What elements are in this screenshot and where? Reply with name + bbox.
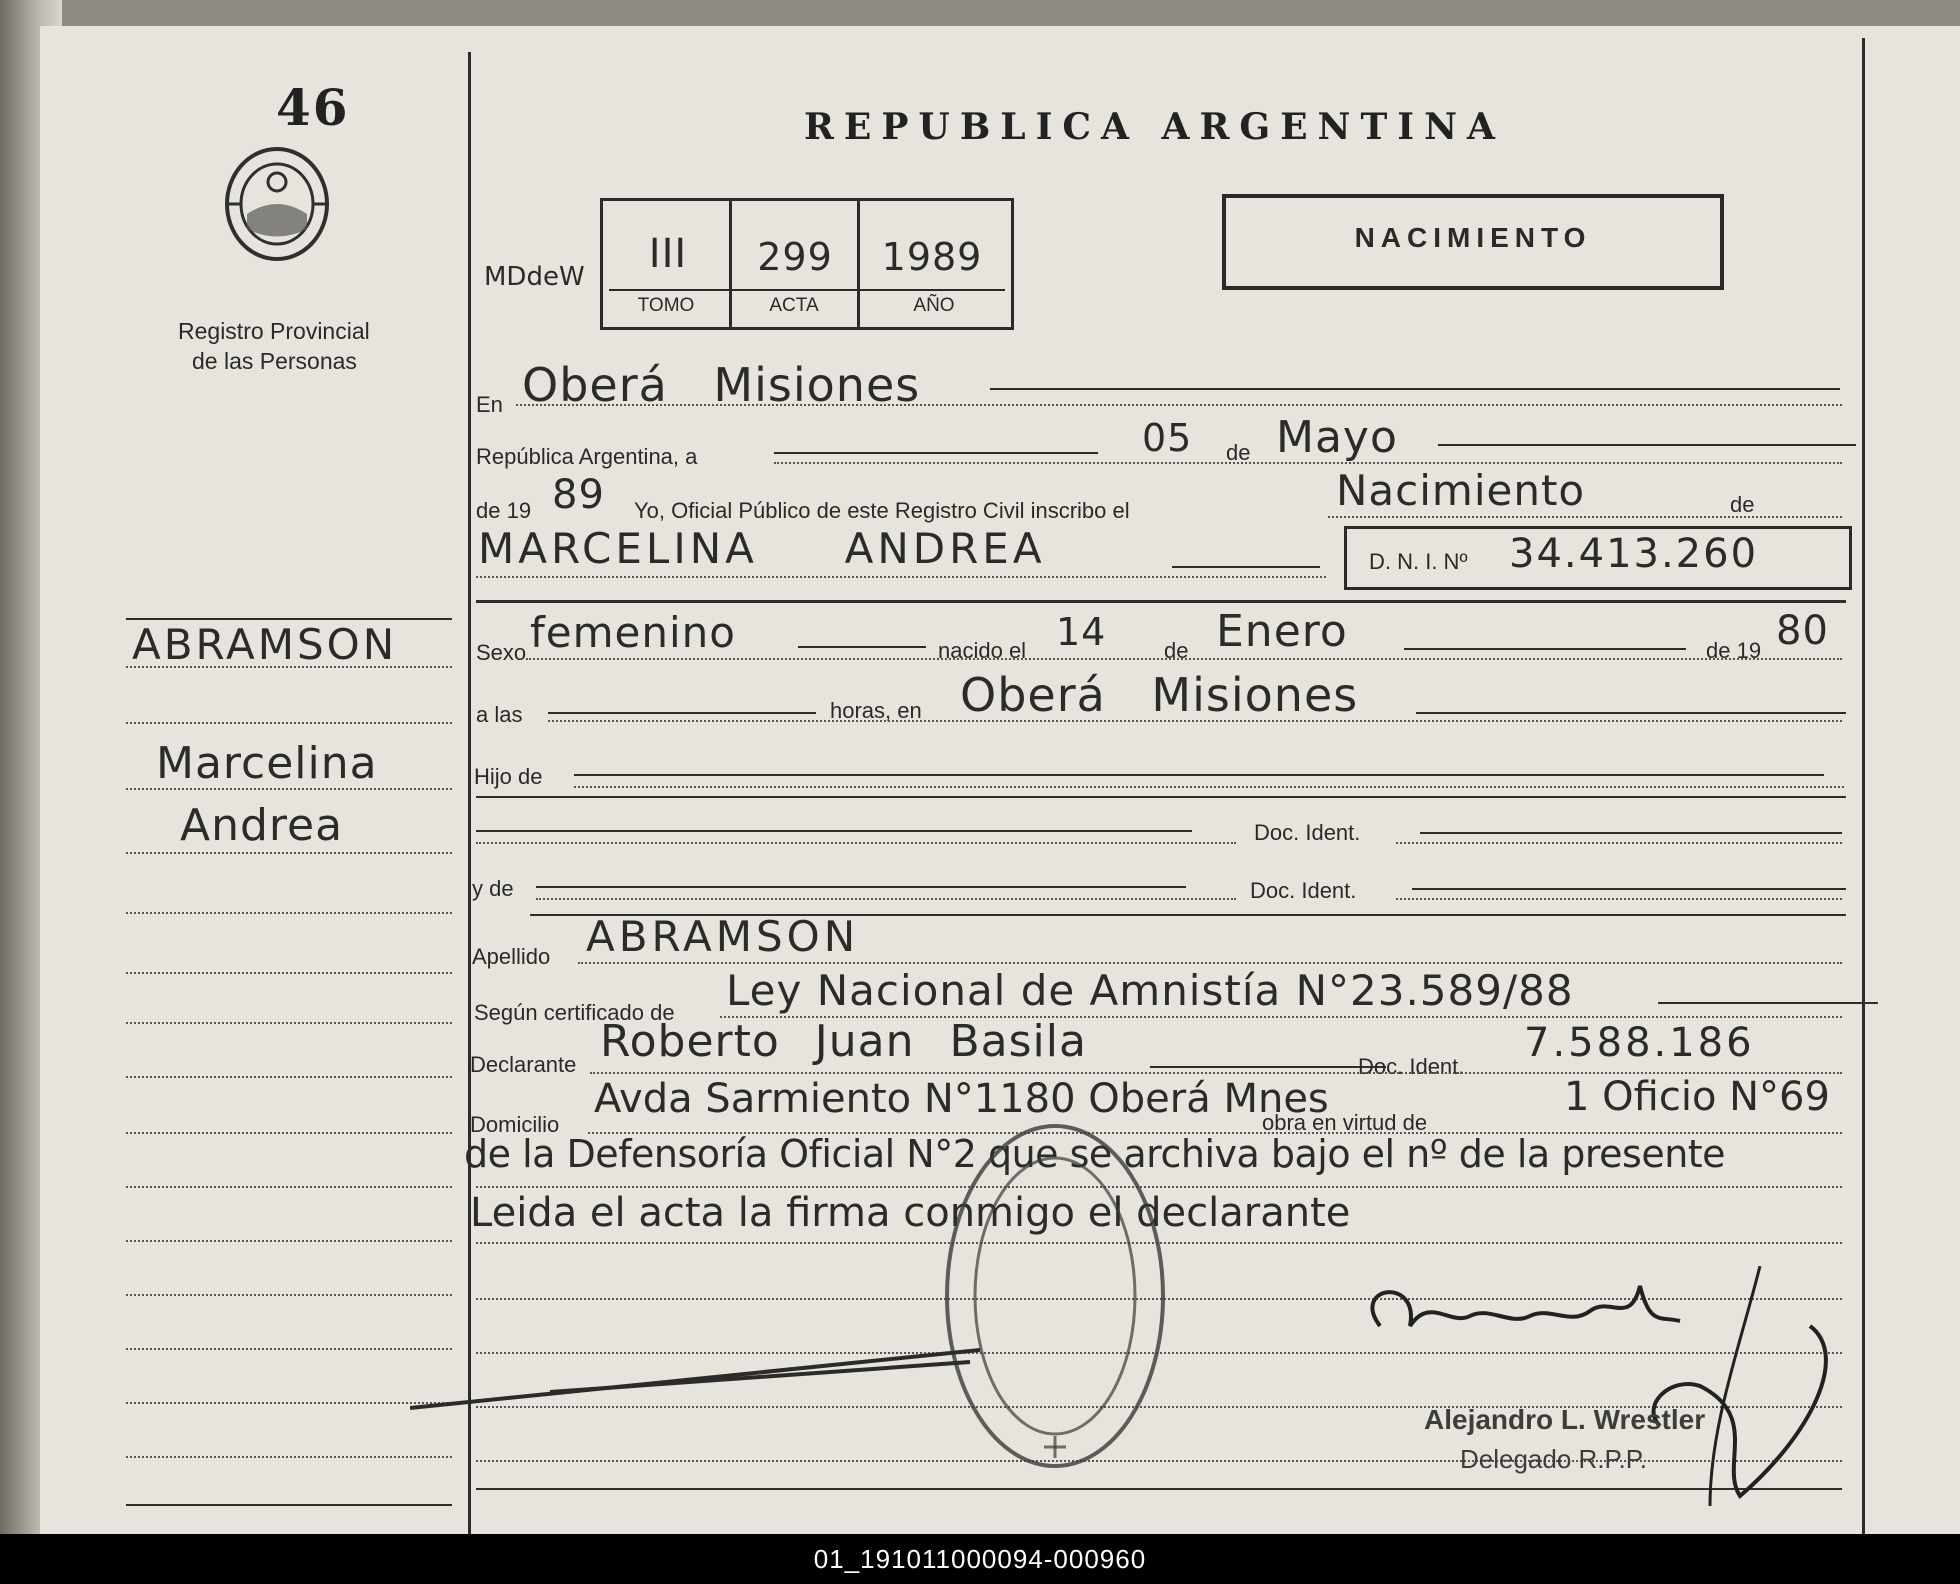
note-line-3: Leida el acta la firma conmigo el declarante — [470, 1190, 1351, 1236]
nacido-label: nacido el — [938, 638, 1027, 663]
names-fill-line — [1172, 566, 1320, 568]
de19-label: de 19 — [1706, 638, 1762, 663]
margin-line — [126, 1456, 452, 1458]
margin-line — [126, 852, 452, 854]
tomo-value: III — [648, 231, 688, 277]
alas-label: a las — [476, 702, 523, 727]
margin-line — [126, 972, 452, 974]
right-border — [1862, 38, 1865, 1534]
office-name-line2: de las Personas — [192, 348, 357, 374]
parent1-fill-line — [476, 830, 1192, 832]
month-fill-line — [1438, 444, 1856, 446]
acta-label: ACTA — [769, 295, 819, 316]
tomo-label: TOMO — [637, 295, 695, 316]
doc-ident2-fill-line — [1412, 888, 1846, 890]
anio-label: AÑO — [913, 295, 955, 316]
year-value: 89 — [552, 472, 605, 518]
day-value: 05 — [1142, 416, 1193, 460]
margin-line — [126, 1186, 452, 1188]
obra-label: obra en virtud de — [1262, 1110, 1428, 1135]
cancel-strokes — [410, 1336, 990, 1416]
declarante-fill-line — [1150, 1066, 1386, 1068]
doc-ident-line — [1396, 842, 1842, 844]
declarante-value: Roberto Juan Basila — [600, 1016, 1087, 1067]
dni-label: D. N. I. Nº — [1369, 549, 1468, 574]
signatory-name: Alejandro L. Wrestler — [1424, 1404, 1706, 1435]
sexo-value: femenino — [530, 608, 736, 657]
margin-line — [126, 1294, 452, 1296]
hour-fill-line — [548, 712, 816, 714]
margin-line — [126, 1022, 452, 1024]
margin-given-2: Andrea — [180, 800, 344, 851]
official-stamp — [940, 1116, 1170, 1476]
horas-label: horas, en — [830, 698, 922, 723]
birth-place-fill-line — [1416, 712, 1846, 714]
margin-line — [126, 1402, 452, 1404]
date-line — [774, 462, 1842, 464]
record-box — [600, 198, 1014, 330]
de-label-2: de — [1730, 492, 1755, 517]
sexo-line — [526, 658, 1842, 660]
yde-fill-line — [536, 886, 1186, 888]
doc-ident-label-3: Doc. Ident. — [1358, 1054, 1465, 1079]
birth-month-value: Enero — [1216, 606, 1348, 657]
yde-label: y de — [472, 876, 514, 901]
doc-ident2-line — [1396, 898, 1842, 900]
margin-surname: ABRAMSON — [132, 620, 398, 669]
sexo-fill-line — [798, 646, 926, 648]
act-type-box — [1222, 194, 1724, 290]
margin-given-1: Marcelina — [156, 738, 378, 789]
apellido-label: Apellido — [472, 944, 551, 969]
official-text: Yo, Oficial Público de este Registro Civil inscribo el — [634, 498, 1130, 523]
place-fill-line — [990, 388, 1840, 390]
margin-line — [126, 788, 452, 790]
birth-month-fill-line — [1404, 648, 1686, 650]
margin-bottom-rule — [126, 1504, 452, 1506]
parents-rule — [476, 796, 1846, 798]
en-label: En — [476, 392, 503, 417]
yde-line — [536, 898, 1236, 900]
section-rule — [476, 600, 1846, 603]
de-label: de — [1226, 440, 1251, 465]
alas-line — [548, 720, 1842, 722]
domicilio-label: Domicilio — [470, 1112, 560, 1137]
anio-value: 1989 — [881, 235, 983, 279]
act-type-value: Nacimiento — [1336, 466, 1586, 515]
column-divider — [468, 52, 471, 1534]
declarante-doc-value: 7.588.186 — [1524, 1020, 1755, 1066]
note-line-2: de la Defensoría Oficial N°2 que se archiva bajo el nº de la presente — [464, 1132, 1726, 1176]
dni-box — [1344, 526, 1852, 590]
hijo-line — [574, 786, 1844, 788]
parent1-line — [476, 842, 1236, 844]
doc-ident-fill-line — [1420, 832, 1842, 834]
apellido-line — [578, 962, 1842, 964]
declarante-label: Declarante — [470, 1052, 577, 1077]
document-title: REPUBLICA ARGENTINA — [804, 106, 1505, 148]
month-value: Mayo — [1276, 412, 1398, 463]
record-label-rule — [609, 289, 1005, 291]
names-line — [476, 576, 1326, 578]
margin-note: MDdeW — [484, 262, 585, 292]
place-line — [516, 404, 1842, 406]
margin-line — [126, 1132, 452, 1134]
hijo-fill-line — [574, 774, 1824, 776]
acta-value: 299 — [757, 235, 833, 279]
apellido-value: ABRAMSON — [586, 912, 860, 961]
domicilio-value: Avda Sarmiento N°1180 Oberá Mnes — [594, 1076, 1329, 1122]
page-number: 46 — [276, 78, 350, 137]
provincial-seal-emblem — [222, 144, 332, 264]
official-signature — [1340, 1266, 1860, 1526]
doc-ident-label-2: Doc. Ident. — [1250, 878, 1357, 903]
segun-fill-line — [1658, 1002, 1878, 1004]
margin-line — [126, 1076, 452, 1078]
office-name-line1: Registro Provincial — [178, 318, 370, 344]
date-fill-line — [774, 452, 1098, 454]
signatory-role: Delegado R.P.P. — [1460, 1444, 1647, 1474]
year-prefix: de 19 — [476, 498, 532, 523]
margin-line — [126, 722, 452, 724]
act-type-title: NACIMIENTO — [1354, 222, 1592, 253]
segun-value: Ley Nacional de Amnistía N°23.589/88 — [726, 966, 1574, 1015]
obra-value: 1 Oficio N°69 — [1564, 1074, 1830, 1120]
hijo-label: Hijo de — [474, 764, 543, 789]
birth-day-value: 14 — [1056, 610, 1107, 654]
birth-year-value: 80 — [1776, 608, 1829, 654]
sexo-label: Sexo — [476, 640, 527, 665]
margin-line — [126, 1240, 452, 1242]
doc-ident-label: Doc. Ident. — [1254, 820, 1361, 845]
margin-line — [126, 912, 452, 914]
register-page — [40, 26, 1960, 1534]
margin-line — [126, 1348, 452, 1350]
place-value: Oberá Misiones — [522, 358, 921, 412]
republica-label: República Argentina, a — [476, 444, 698, 469]
file-id-caption: 01_191011000094-000960 — [0, 1534, 1960, 1584]
segun-label: Según certificado de — [474, 1000, 675, 1025]
birth-place-value: Oberá Misiones — [960, 668, 1359, 722]
de-label-3: de — [1164, 638, 1189, 663]
given-names-value: MARCELINA ANDREA — [478, 524, 1046, 573]
dni-value: 34.413.260 — [1509, 531, 1759, 577]
margin-line — [126, 666, 452, 668]
act-type-line — [1328, 516, 1842, 518]
